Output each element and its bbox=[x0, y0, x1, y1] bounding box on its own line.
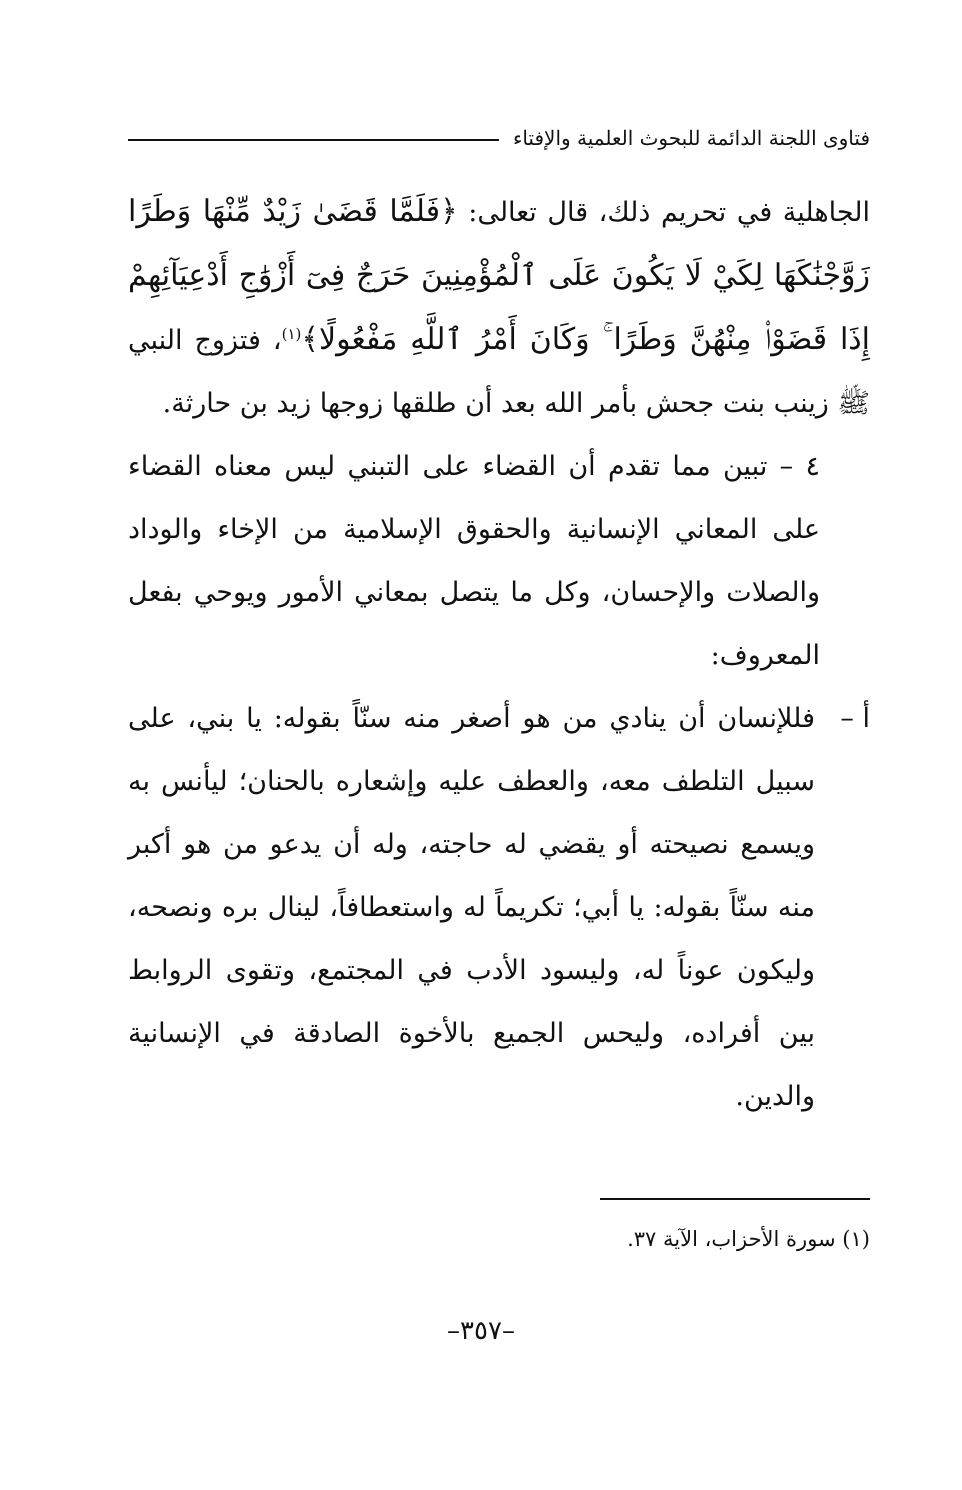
running-header bbox=[128, 118, 870, 158]
page-number: –٣٥٧– bbox=[447, 1316, 515, 1346]
footnote-divider bbox=[600, 1198, 870, 1200]
list-item-a bbox=[128, 687, 870, 1128]
list-item-text: فللإنسان أن ينادي من هو أصغر منه سنّاً بقوله: يا بني، على سبيل التلطف معه، والعطف عليه وإشعاره بالحنان؛ ليأنس به ويسمع نصيحته أو يقضي له حاجته، وله أن يدعو من هو أكبر منه سنّاً بقوله: يا أبي؛ تكريماً له واستعطافاً، لينال بره ونصحه، وليكون عوناً له، وليسود الأدب في المجتمع، وتقوى الروابط بين أفراده، وليحس الجميع بالأخوة الصادقة في الإنسانية والدين. bbox=[128, 703, 815, 1112]
book-title: فتاوى اللجنة الدائمة للبحوث العلمية والإفتاء bbox=[512, 126, 870, 150]
footnote: (١) سورة الأحزاب، الآية ٣٧. bbox=[627, 1227, 870, 1251]
paragraph-continuation: ، فتزوج النبي ﷺ زينب بنت جحش بأمر الله بعد أن طلقها زوجها زيد بن حارثة. bbox=[128, 325, 870, 419]
main-text bbox=[128, 180, 870, 1128]
header-rule bbox=[128, 139, 499, 141]
paragraph-intro: الجاهلية في تحريم ذلك، قال تعالى: bbox=[457, 197, 870, 228]
list-marker: أ – bbox=[840, 703, 870, 734]
paragraph-quran-citation bbox=[128, 180, 870, 435]
paragraph-point-4: ٤ – تبين مما تقدم أن القضاء على التبني ليس معناه القضاء على المعاني الإنسانية والحقوق الإسلامية من الإخاء والوداد والصلات والإحسان، وكل ما يتصل بمعاني الأمور ويوحي بفعل المعروف: bbox=[128, 451, 820, 671]
footnote-reference: (١) bbox=[281, 325, 302, 343]
quran-verse: ﴿فَلَمَّا قَضَىٰ زَيْدٌ مِّنْهَا وَطَرًا زَوَّجْنَٰكَهَا لِكَيْ لَا يَكُونَ عَلَى ٱلْمُؤْمِنِينَ حَرَجٌ فِىٓ أَزْوَٰجِ أَدْعِيَآئِهِمْ إِذَا قَضَوْا۟ مِنْهُنَّ وَطَرًا ۚ وَكَانَ أَمْرُ ٱللَّهِ مَفْعُولًا﴾ bbox=[128, 194, 870, 357]
